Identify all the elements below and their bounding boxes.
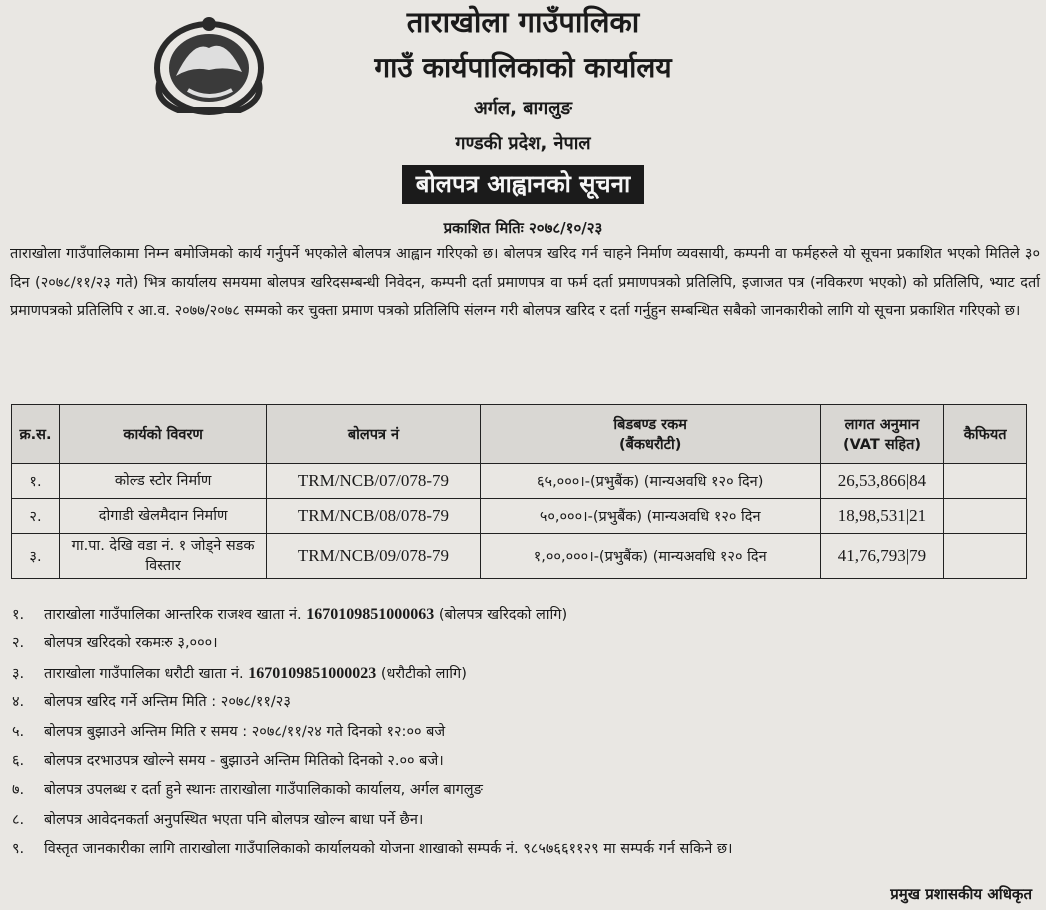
item-number: ५. — [12, 723, 25, 740]
cell-bid-no: TRM/NCB/09/078-79 — [267, 534, 480, 579]
list-item — [12, 776, 1042, 805]
header-estimate-line1: लागत अनुमान — [844, 417, 920, 433]
cell-bid-no: TRM/NCB/07/078-79 — [267, 464, 480, 499]
item-text: बोलपत्र बुझाउने अन्तिम मिति र समय : २०७८/११/२४ गते दिनको १२:०० बजे — [44, 723, 446, 740]
table-header-row — [12, 405, 1027, 464]
item-number: ४. — [12, 694, 25, 711]
list-item — [12, 747, 1042, 776]
notice-title-wrap — [0, 165, 1046, 204]
notice-title: बोलपत्र आह्वानको सूचना — [402, 165, 644, 204]
item-number: ६. — [12, 752, 25, 769]
notice-points — [12, 600, 1042, 865]
item-number: २. — [12, 635, 25, 652]
list-item — [12, 629, 1042, 658]
cell-estimate: 18,98,531|21 — [820, 499, 944, 534]
table-row — [12, 499, 1027, 534]
account-number: 1670109851000063 — [306, 606, 435, 623]
list-item — [12, 806, 1042, 835]
item-number: ७. — [12, 782, 25, 799]
cell-estimate: 26,53,866|84 — [820, 464, 944, 499]
table-row — [12, 534, 1027, 579]
cell-remarks — [944, 534, 1027, 579]
cell-sn: २. — [12, 499, 60, 534]
header-estimate-line2: (VAT सहित) — [842, 437, 921, 453]
item-text: ताराखोला गाउँपालिका धरौटी खाता नं. — [44, 665, 249, 682]
list-item — [12, 600, 1042, 629]
published-date: प्रकाशित मितिः २०७८/१०/२३ — [443, 219, 603, 237]
cell-estimate: 41,76,793|79 — [820, 534, 944, 579]
signatory-title: प्रमुख प्रशासकीय अधिकृत — [890, 885, 1032, 903]
header-deposit — [480, 405, 820, 464]
item-text: बोलपत्र खरिद गर्ने अन्तिम मिति : २०७८/११/२३ — [44, 694, 291, 711]
province: गण्डकी प्रदेश, नेपाल — [455, 133, 591, 154]
cell-sn: ३. — [12, 534, 60, 579]
list-item — [12, 835, 1042, 864]
header-bid-no: बोलपत्र नं — [267, 405, 480, 464]
cell-sn: १. — [12, 464, 60, 499]
item-text-end: (बोलपत्र खरिदको लागि) — [434, 607, 568, 623]
cell-deposit: ५०,०००।-(प्रभुबैंक) (मान्यअवधि १२० दिन — [480, 499, 820, 534]
cell-deposit: १,००,०००।-(प्रभुबैंक) (मान्यअवधि १२० दिन — [480, 534, 820, 579]
header-sn: क्र.स. — [12, 405, 60, 464]
item-text: बोलपत्र उपलब्ध र दर्ता हुने स्थानः ताराखोला गाउँपालिकाको कार्यालय, अर्गल बागलुङ — [44, 782, 483, 799]
item-text-end: (धरौटीको लागि) — [376, 665, 467, 682]
office-name: गाउँ कार्यपालिकाको कार्यालय — [374, 51, 672, 84]
table-row — [12, 464, 1027, 499]
header-estimate — [820, 405, 944, 464]
cell-deposit: ६५,०००।-(प्रभुबैंक) (मान्यअवधि १२० दिन) — [480, 464, 820, 499]
office-address: अर्गल, बागलुङ — [474, 98, 572, 119]
org-name: ताराखोला गाउँपालिका — [406, 5, 640, 39]
bid-table — [11, 404, 1027, 579]
intro-paragraph: ताराखोला गाउँपालिकामा निम्न बमोजिमको कार्य गर्नुपर्ने भएकोले बोलपत्र आह्वान गरिएको छ। बोलपत्र खरिद गर्न चाहने निर्माण व्यवसायी, कम्पनी वा फर्महरुले यो सूचना प्रकाशित भएको मितिले ३० दिन (२०७८/११/२३ गते) भित्र कार्यालय समयमा बोलपत्र खरिदसम्बन्धी निवेदन, कम्पनी दर्ता प्रमाणपत्र वा फर्म दर्ता प्रमाणपत्रको प्रतिलिपि, इजाजत पत्र (नविकरण भएको) को प्रतिलिपि, भ्याट दर्ता प्रमाणपत्रको प्रतिलिपि र आ.व. २०७७/२०७८ सम्मको कर चुक्ता प्रमाण पत्रको प्रतिलिपि संलग्न गरी बोलपत्र खरिद र दर्ता गर्नुहुन सम्बन्धित सबैको जानकारीको लागि यो सूचना प्रकाशित गरिएको छ। — [10, 246, 1040, 319]
header-remarks: कैफियत — [944, 405, 1027, 464]
item-number: ३. — [12, 665, 25, 682]
list-item — [12, 718, 1042, 747]
list-item — [12, 659, 1042, 688]
cell-work: कोल्ड स्टोर निर्माण — [59, 464, 266, 499]
header-work: कार्यको विवरण — [59, 405, 266, 464]
item-text: ताराखोला गाउँपालिका आन्तरिक राजश्व खाता नं. — [44, 607, 307, 623]
cell-remarks — [944, 499, 1027, 534]
item-text: बोलपत्र दरभाउपत्र खोल्ने समय - बुझाउने अन्तिम मितिको दिनको २.०० बजे। — [44, 752, 444, 769]
item-text: विस्तृत जानकारीका लागि ताराखोला गाउँपालिकाको कार्यालयको योजना शाखाको सम्पर्क नं. ९८५७६६११२९ मा सम्पर्क गर्न सकिने छ। — [44, 841, 733, 858]
cell-work: दोगाडी खेलमैदान निर्माण — [59, 499, 266, 534]
header-deposit-line2: (बैंकधरौटी) — [619, 437, 682, 453]
cell-bid-no: TRM/NCB/08/078-79 — [267, 499, 480, 534]
list-item — [12, 688, 1042, 717]
item-text: बोलपत्र आवेदनकर्ता अनुपस्थित भएता पनि बोलपत्र खोल्न बाधा पर्ने छैन। — [44, 811, 424, 828]
item-text: बोलपत्र खरिदको रकमःरु ३,०००। — [44, 635, 218, 652]
item-number: १. — [12, 607, 25, 623]
cell-work: गा.पा. देखि वडा नं. १ जोड्ने सडक विस्तार — [59, 534, 266, 579]
cell-remarks — [944, 464, 1027, 499]
account-number: 1670109851000023 — [248, 664, 377, 682]
item-number: ९. — [12, 841, 25, 858]
item-number: ८. — [12, 811, 25, 828]
header-deposit-line1: बिडबण्ड रकम — [613, 417, 687, 433]
